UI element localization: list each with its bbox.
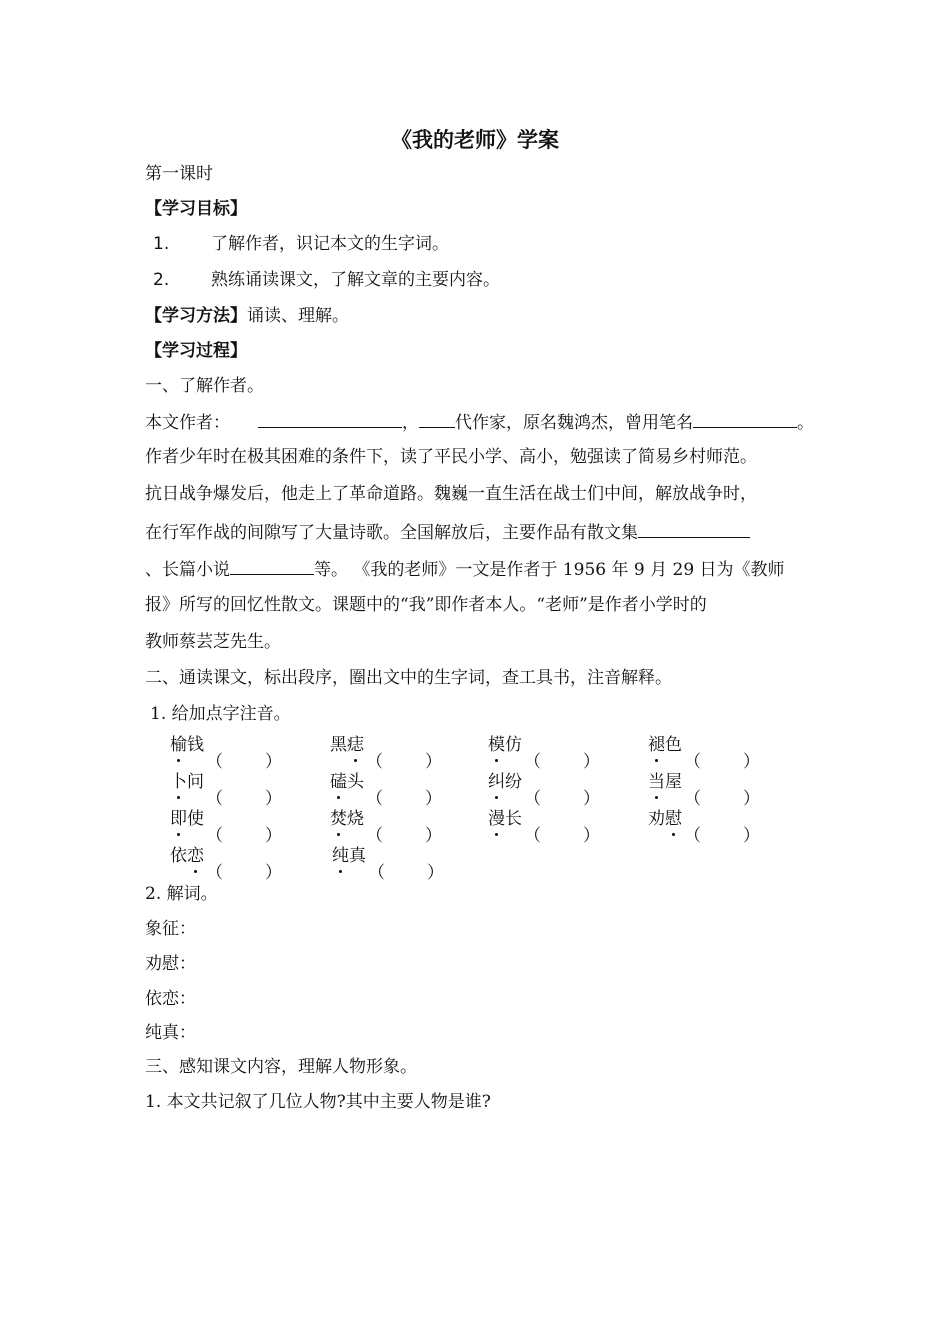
works-text: 在行军作战的间隙写了大量诗歌。全国解放后，主要作品有散文集 (145, 523, 638, 543)
novel-post-text: 等。 《我的老师》一文是作者于 1956 年 9 月 29 日为《教师 (314, 560, 785, 580)
process-header: 【学习过程】 (145, 341, 247, 361)
lesson-label: 第一课时 (145, 164, 213, 184)
pinyin-word: 焚烧 （ ） (330, 809, 442, 846)
pinyin-word: 磕头 （ ） (330, 772, 442, 809)
essay-collection-blank[interactable] (638, 519, 750, 538)
dotted-char: 慰 (665, 809, 682, 829)
comma: ， (402, 413, 419, 433)
pinyin-word: 纠纷 （ ） (488, 772, 600, 809)
pinyin-subheading: 1. 给加点字注音。 (150, 704, 291, 724)
author-para-line (145, 519, 750, 545)
dotted-char: 纠 (488, 772, 505, 792)
author-para-line: 报》所写的回忆性散文。课题中的“我”即作者本人。“老师”是作者小学时的 (145, 595, 707, 615)
method-header: 【学习方法】 (145, 306, 247, 326)
pinyin-word: 榆钱 （ ） (170, 735, 282, 772)
goal-item (145, 232, 449, 256)
period: 。 (797, 413, 814, 433)
dotted-char: 恋 (187, 846, 204, 866)
pinyin-word: 劝慰 （ ） (648, 809, 760, 846)
goal-number: 1. (153, 234, 170, 254)
dotted-char: 漫 (488, 809, 505, 829)
goal-number: 2. (153, 270, 170, 290)
pinyin-word: 黑痣 （ ） (330, 735, 442, 772)
novel-blank[interactable] (230, 556, 314, 575)
author-line (145, 409, 814, 435)
term-label: 纯真： (145, 1023, 196, 1043)
pinyin-word: 即使 （ ） (170, 809, 282, 846)
dotted-char: 榆 (170, 735, 187, 755)
dotted-char: 褪 (648, 735, 665, 755)
section2-heading: 二、通读课文，标出段序，圈出文中的生字词，查工具书，注音解释。 (145, 668, 672, 688)
pinyin-word: 纯真 （ ） (332, 846, 444, 883)
dotted-char: 纯 (332, 846, 349, 866)
pinyin-word: 褪色 （ ） (648, 735, 760, 772)
dotted-char: 即 (170, 809, 187, 829)
author-para-line: 抗日战争爆发后，他走上了革命道路。魏巍一直生活在战士们中间，解放战争时， (145, 484, 757, 504)
section1-heading: 一、了解作者。 (145, 376, 264, 396)
author-para-line (145, 556, 785, 582)
define-subheading: 2. 解词。 (145, 884, 218, 904)
goals-header: 【学习目标】 (145, 199, 247, 219)
section3-heading: 三、感知课文内容，理解人物形象。 (145, 1057, 417, 1077)
goal-item (145, 268, 500, 292)
term-label: 劝慰： (145, 954, 196, 974)
dotted-char: 当 (648, 772, 665, 792)
dotted-char: 卜 (170, 772, 187, 792)
pen-name-blank[interactable] (693, 409, 797, 428)
dotted-char: 焚 (330, 809, 347, 829)
dotted-char: 磕 (330, 772, 347, 792)
page-title: 《我的老师》学案 (391, 127, 559, 152)
term-label: 依恋： (145, 989, 196, 1009)
author-name-blank[interactable] (258, 409, 402, 428)
author-para-line: 作者少年时在极其困难的条件下，读了平民小学、高小，勉强读了简易乡村师范。 (145, 447, 757, 467)
dotted-char: 模 (488, 735, 505, 755)
novel-label: 、长篇小说 (145, 560, 230, 580)
term-label: 象征： (145, 919, 196, 939)
goal-text: 了解作者，识记本文的生字词。 (211, 234, 449, 254)
method-text: 诵读、理解。 (247, 306, 349, 326)
era-blank[interactable] (419, 409, 455, 428)
pinyin-word: 当屋 （ ） (648, 772, 760, 809)
author-label: 本文作者： (145, 413, 230, 433)
section3-question: 1. 本文共记叙了几位人物?其中主要人物是谁? (145, 1092, 491, 1112)
goal-text: 熟练诵读课文，了解文章的主要内容。 (211, 270, 500, 290)
dotted-char: 痣 (347, 735, 364, 755)
author-info: 代作家，原名魏鸿杰，曾用笔名 (455, 413, 693, 433)
method-line (145, 304, 349, 328)
pinyin-word: 模仿 （ ） (488, 735, 600, 772)
author-para-line: 教师蔡芸芝先生。 (145, 632, 281, 652)
pinyin-word: 依恋 （ ） (170, 846, 282, 883)
pinyin-word: 卜问 （ ） (170, 772, 282, 809)
pinyin-word: 漫长 （ ） (488, 809, 600, 846)
